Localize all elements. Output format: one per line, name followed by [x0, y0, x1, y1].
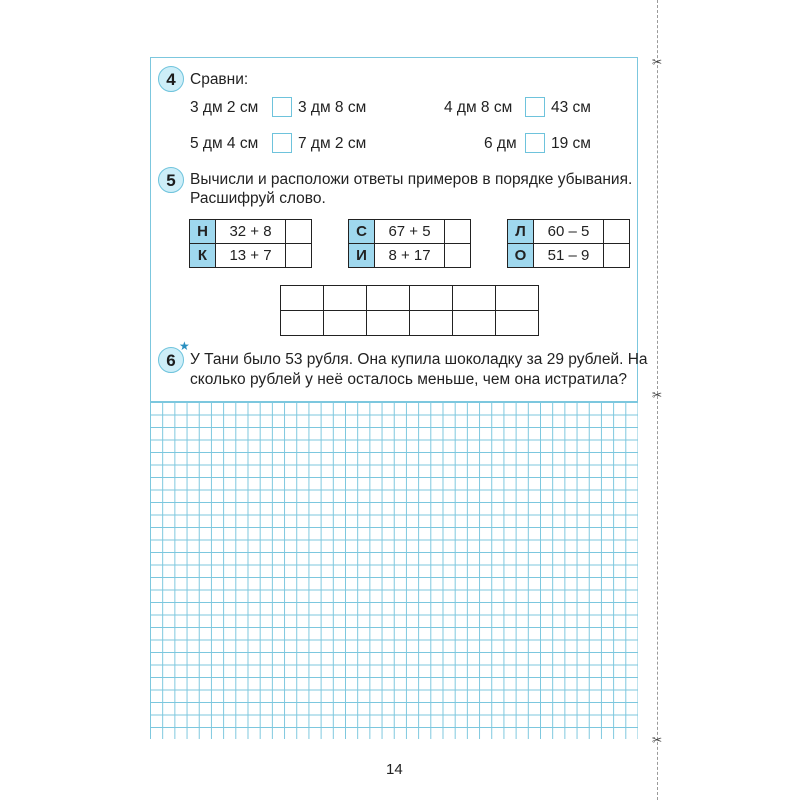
scissors-icon: ✂ — [652, 733, 663, 747]
task-4-number: 4 — [158, 66, 184, 92]
task-6-number: 6 — [158, 347, 184, 373]
table-row — [190, 220, 312, 244]
decode-answer-grid — [280, 285, 539, 336]
compare-left: 6 дм — [484, 135, 517, 152]
answer-cell[interactable] — [445, 244, 471, 268]
example-expression: 60 – 5 — [534, 220, 604, 244]
example-expression: 51 – 9 — [534, 244, 604, 268]
scissors-icon: ✂ — [652, 388, 663, 402]
answer-cell[interactable] — [496, 286, 539, 311]
answer-cell[interactable] — [281, 311, 324, 336]
compare-answer-box[interactable] — [525, 97, 545, 117]
task-6-text-line2: сколько рублей у неё осталось меньше, чем она истратила? — [190, 371, 628, 388]
table-row — [508, 220, 630, 244]
task-5-text-line2: Расшифруй слово. — [190, 190, 326, 207]
compare-right: 19 см — [551, 135, 591, 152]
compare-right: 43 см — [551, 99, 591, 116]
answer-cell[interactable] — [281, 286, 324, 311]
page-number: 14 — [386, 761, 403, 778]
answer-cell[interactable] — [324, 311, 367, 336]
example-expression: 13 + 7 — [216, 244, 286, 268]
answer-cell[interactable] — [604, 244, 630, 268]
cipher-letter: О — [508, 244, 534, 268]
compare-right: 3 дм 8 см — [298, 99, 367, 116]
answer-cell[interactable] — [453, 286, 496, 311]
answer-cell[interactable] — [367, 311, 410, 336]
cipher-letter: К — [190, 244, 216, 268]
compare-left: 4 дм 8 см — [444, 99, 513, 116]
cipher-letter: Л — [508, 220, 534, 244]
answer-cell[interactable] — [445, 220, 471, 244]
cipher-letter: С — [349, 220, 375, 244]
task-5-text-line1: Вычисли и расположи ответы примеров в порядке убывания. — [190, 171, 633, 188]
cipher-letter: Н — [190, 220, 216, 244]
grid-paper-answer-area[interactable] — [150, 401, 638, 739]
example-expression: 32 + 8 — [216, 220, 286, 244]
task-4-title: Сравни: — [190, 71, 249, 88]
table-row — [349, 220, 471, 244]
table-row — [190, 244, 312, 268]
example-table — [507, 219, 630, 268]
scissors-icon: ✂ — [652, 55, 663, 69]
answer-cell[interactable] — [604, 220, 630, 244]
example-expression: 8 + 17 — [375, 244, 445, 268]
compare-answer-box[interactable] — [272, 133, 292, 153]
compare-answer-box[interactable] — [525, 133, 545, 153]
example-expression: 67 + 5 — [375, 220, 445, 244]
answer-cell[interactable] — [410, 311, 453, 336]
task-6-text-line1: У Тани было 53 рубля. Она купила шоколадку за 29 рублей. На — [190, 351, 648, 368]
compare-answer-box[interactable] — [272, 97, 292, 117]
example-table — [348, 219, 471, 268]
table-row — [281, 311, 539, 336]
answer-cell[interactable] — [367, 286, 410, 311]
answer-cell[interactable] — [496, 311, 539, 336]
answer-cell[interactable] — [410, 286, 453, 311]
table-row — [281, 286, 539, 311]
answer-cell[interactable] — [286, 220, 312, 244]
example-table — [189, 219, 312, 268]
cipher-letter: И — [349, 244, 375, 268]
table-row — [508, 244, 630, 268]
answer-cell[interactable] — [286, 244, 312, 268]
compare-left: 3 дм 2 см — [190, 99, 259, 116]
table-row — [349, 244, 471, 268]
compare-left: 5 дм 4 см — [190, 135, 259, 152]
task-5-number: 5 — [158, 167, 184, 193]
compare-right: 7 дм 2 см — [298, 135, 367, 152]
answer-cell[interactable] — [324, 286, 367, 311]
answer-cell[interactable] — [453, 311, 496, 336]
star-icon: ★ — [179, 339, 190, 353]
